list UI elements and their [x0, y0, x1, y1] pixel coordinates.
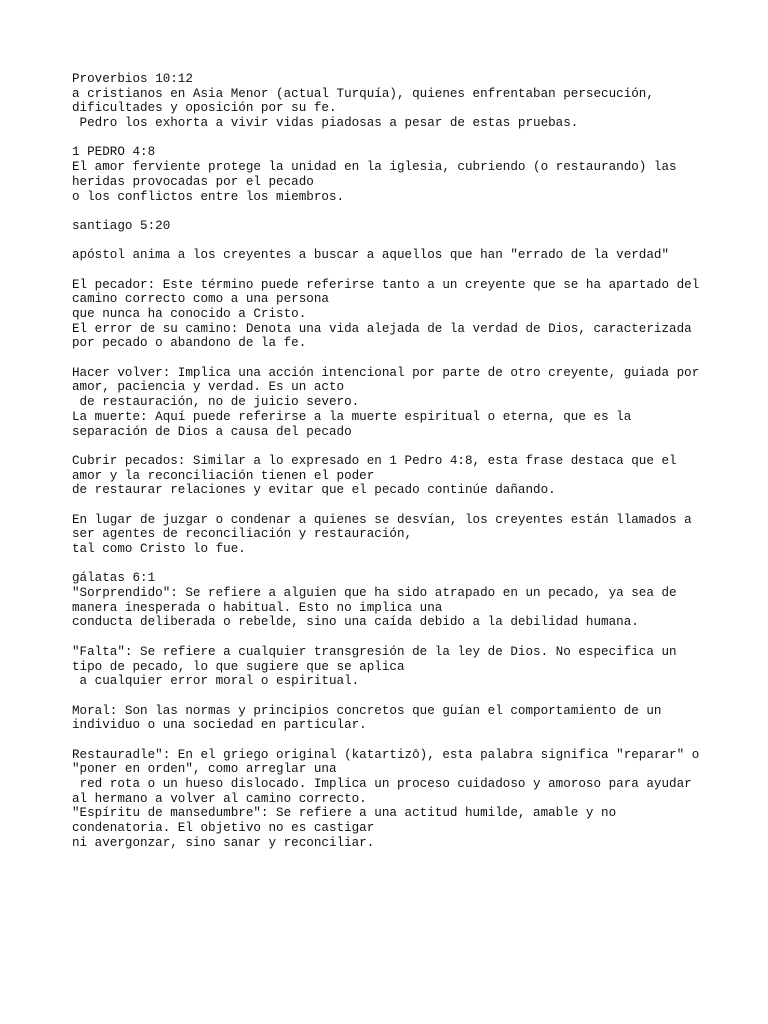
text-line: condenatoria. El objetivo no es castigar	[72, 821, 375, 836]
text-line: camino correcto como a una persona	[72, 292, 329, 307]
blank-line	[72, 263, 712, 278]
text-line: heridas provocadas por el pecado	[72, 174, 314, 189]
text-line: red rota o un hueso dislocado. Implica un proceso cuidadoso y amoroso para ayudar	[72, 777, 692, 791]
text-line: separación de Dios a causa del pecado	[72, 424, 352, 439]
text-line: Moral: Son las normas y principios concretos que guían el comportamiento de un	[72, 703, 662, 718]
document-page	[72, 72, 712, 850]
text-line: individuo o una sociedad en particular.	[72, 718, 367, 733]
text-line: "Espíritu de mansedumbre": Se refiere a una actitud humilde, amable y no	[72, 806, 617, 821]
text-line: "Falta": Se refiere a cualquier transgresión de la ley de Dios. No especifica un	[72, 644, 677, 659]
text-line: o los conflictos entre los miembros.	[72, 189, 345, 204]
text-line: Hacer volver: Implica una acción intencional por parte de otro creyente, guiada por	[72, 365, 700, 380]
text-line: "Sorprendido": Se refiere a alguien que ha sido atrapado en un pecado, ya sea de	[72, 586, 677, 601]
blank-line	[72, 234, 712, 249]
text-line: dificultades y oposición por su fe.	[72, 101, 337, 116]
text-line: 1 PEDRO 4:8	[72, 145, 156, 160]
blank-line	[72, 439, 712, 454]
text-line: tipo de pecado, lo que sugiere que se aplica	[72, 659, 405, 674]
blank-line	[72, 557, 712, 572]
text-line: a cualquier error moral o espiritual.	[72, 674, 360, 689]
blank-line	[72, 498, 712, 513]
text-line: Pedro los exhorta a vivir vidas piadosas a pesar de estas pruebas.	[72, 116, 579, 131]
blank-line	[72, 689, 712, 704]
text-line: Restauradle": En el griego original (katartizō), esta palabra significa "reparar" o	[72, 747, 700, 762]
text-line: al hermano a volver al camino correcto.	[72, 791, 367, 806]
text-line: ni avergonzar, sino sanar y reconciliar.	[72, 835, 375, 850]
blank-line	[72, 630, 712, 645]
text-line: santiago 5:20	[72, 218, 171, 233]
text-line: manera inesperada o habitual. Esto no implica una	[72, 600, 443, 615]
text-line: por pecado o abandono de la fe.	[72, 336, 307, 351]
blank-line	[72, 204, 712, 219]
blank-line	[72, 733, 712, 748]
text-line: Proverbios 10:12	[72, 72, 193, 86]
text-line: amor y la reconciliación tienen el poder	[72, 468, 375, 483]
text-line: a cristianos en Asia Menor (actual Turquía), quienes enfrentaban persecución,	[72, 86, 654, 101]
text-line: En lugar de juzgar o condenar a quienes se desvían, los creyentes están llamados a	[72, 512, 692, 527]
text-line: que nunca ha conocido a Cristo.	[72, 307, 307, 321]
text-line: de restaurar relaciones y evitar que el pecado continúe dañando.	[72, 483, 556, 498]
text-line: ser agentes de reconciliación y restauración,	[72, 527, 413, 542]
text-line: La muerte: Aquí puede referirse a la muerte espiritual o eterna, que es la	[72, 409, 632, 424]
text-line: gálatas 6:1	[72, 571, 156, 586]
text-line: "poner en orden", como arreglar una	[72, 762, 337, 777]
blank-line	[72, 351, 712, 366]
text-line: conducta deliberada o rebelde, sino una caída debido a la debilidad humana.	[72, 615, 639, 630]
text-line: amor, paciencia y verdad. Es un acto	[72, 380, 345, 395]
text-line: Cubrir pecados: Similar a lo expresado en 1 Pedro 4:8, esta frase destaca que el	[72, 453, 677, 468]
text-line: tal como Cristo lo fue.	[72, 542, 246, 556]
text-line: de restauración, no de juicio severo.	[72, 395, 360, 410]
blank-line	[72, 131, 712, 146]
text-line: El amor ferviente protege la unidad en la iglesia, cubriendo (o restaurando) las	[72, 160, 677, 175]
text-line: El pecador: Este término puede referirse tanto a un creyente que se ha apartado del	[72, 277, 700, 292]
text-line: apóstol anima a los creyentes a buscar a aquellos que han "errado de la verdad"	[72, 248, 670, 263]
text-line: El error de su camino: Denota una vida alejada de la verdad de Dios, caracterizada	[72, 321, 692, 336]
